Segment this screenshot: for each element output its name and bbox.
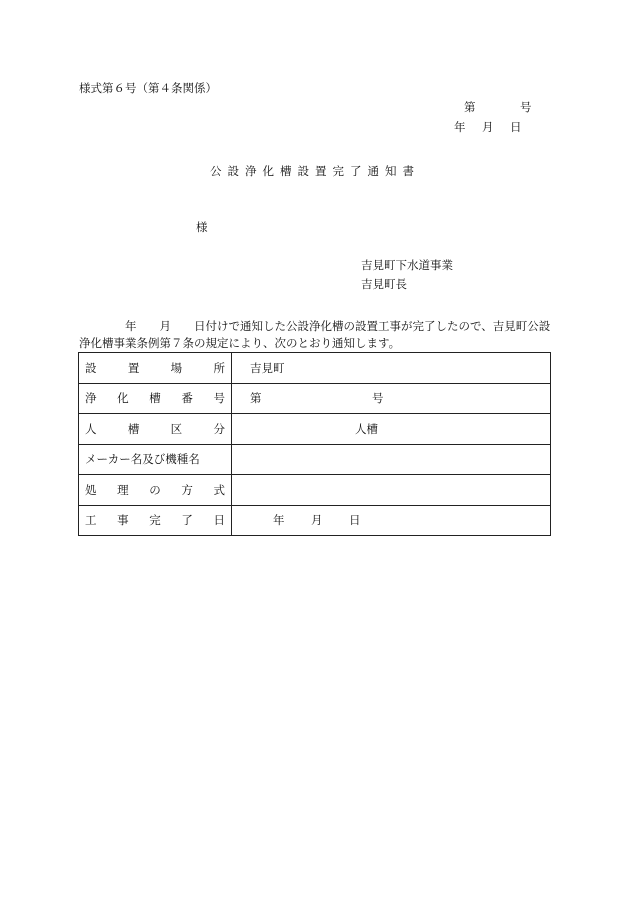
row-label: [79, 383, 232, 414]
body-paragraph: [79, 318, 551, 352]
row-label-char: 号: [213, 391, 225, 406]
value-prefix: 第: [250, 391, 262, 406]
row-label-char: 了: [181, 513, 193, 528]
row-label-char: 完: [149, 513, 161, 528]
row-label-char: 置: [127, 360, 140, 375]
row-value[interactable]: [232, 475, 551, 506]
table-row: [79, 475, 551, 506]
row-label-char: 人: [85, 421, 97, 436]
form-label: 様式第６号（第４条関係）: [79, 81, 217, 95]
row-label-char: 番: [181, 391, 193, 406]
row-label: [79, 505, 232, 536]
row-label-char: 分: [213, 421, 225, 436]
row-value[interactable]: [232, 414, 551, 445]
completion-date-month: 月: [311, 513, 323, 528]
value-suffix: 号: [372, 391, 384, 406]
row-label: [79, 475, 232, 506]
row-label-char: 所: [213, 360, 225, 375]
sender-title: 吉見町長: [361, 277, 407, 291]
row-label-char: の: [149, 482, 161, 497]
document-number-suffix: 号: [520, 100, 532, 114]
table-row: [79, 444, 551, 475]
sender-block: [361, 256, 453, 294]
row-label: [79, 414, 232, 445]
sender-organization: 吉見町下水道事業: [361, 258, 453, 272]
completion-date-day: 日: [349, 513, 361, 528]
row-label-char: 日: [213, 513, 225, 528]
document-date-month: 月: [482, 120, 494, 134]
value-text: 吉見町: [250, 360, 285, 375]
body-text: 日付けで通知した公設浄化槽の設置工事が完了したので、吉見町公設浄化槽事業条例第７条の規定により、次のとおり通知します。: [79, 319, 551, 350]
row-value[interactable]: [232, 353, 551, 384]
value-text: 人槽: [355, 421, 378, 436]
row-label-char: 理: [117, 482, 129, 497]
row-label-char: 場: [170, 360, 183, 375]
row-label: [79, 353, 232, 384]
row-label-char: 事: [117, 513, 129, 528]
row-label-char: 工: [85, 513, 97, 528]
completion-date-year: 年: [273, 513, 285, 528]
row-value[interactable]: [232, 383, 551, 414]
row-label-char: メーカー名及び機種名: [85, 452, 200, 467]
row-label-char: 方: [181, 482, 193, 497]
addressee-suffix: 様: [196, 220, 208, 234]
document-date-year: 年: [454, 120, 466, 134]
body-year: 年: [125, 319, 137, 333]
document-number: [464, 99, 532, 115]
row-label-char: 化: [117, 391, 129, 406]
document-date: [454, 119, 522, 135]
document-date-day: 日: [510, 120, 522, 134]
document-title: 公設浄化槽設置完了通知書: [210, 164, 420, 178]
row-label-char: 区: [170, 421, 183, 436]
row-label-char: 処: [85, 482, 97, 497]
row-label-char: 槽: [127, 421, 140, 436]
row-label-char: 式: [213, 482, 225, 497]
row-label-char: 槽: [149, 391, 161, 406]
row-value[interactable]: [232, 505, 551, 536]
row-label-char: 浄: [85, 391, 97, 406]
table-row: [79, 505, 551, 536]
row-label-char: 設: [85, 360, 97, 375]
info-table: [78, 352, 551, 536]
table-row: [79, 414, 551, 445]
body-month: 月: [159, 319, 171, 333]
table-row: [79, 353, 551, 384]
table-row: [79, 383, 551, 414]
row-value[interactable]: [232, 444, 551, 475]
document-number-prefix: 第: [464, 100, 476, 114]
row-label: [79, 444, 232, 475]
